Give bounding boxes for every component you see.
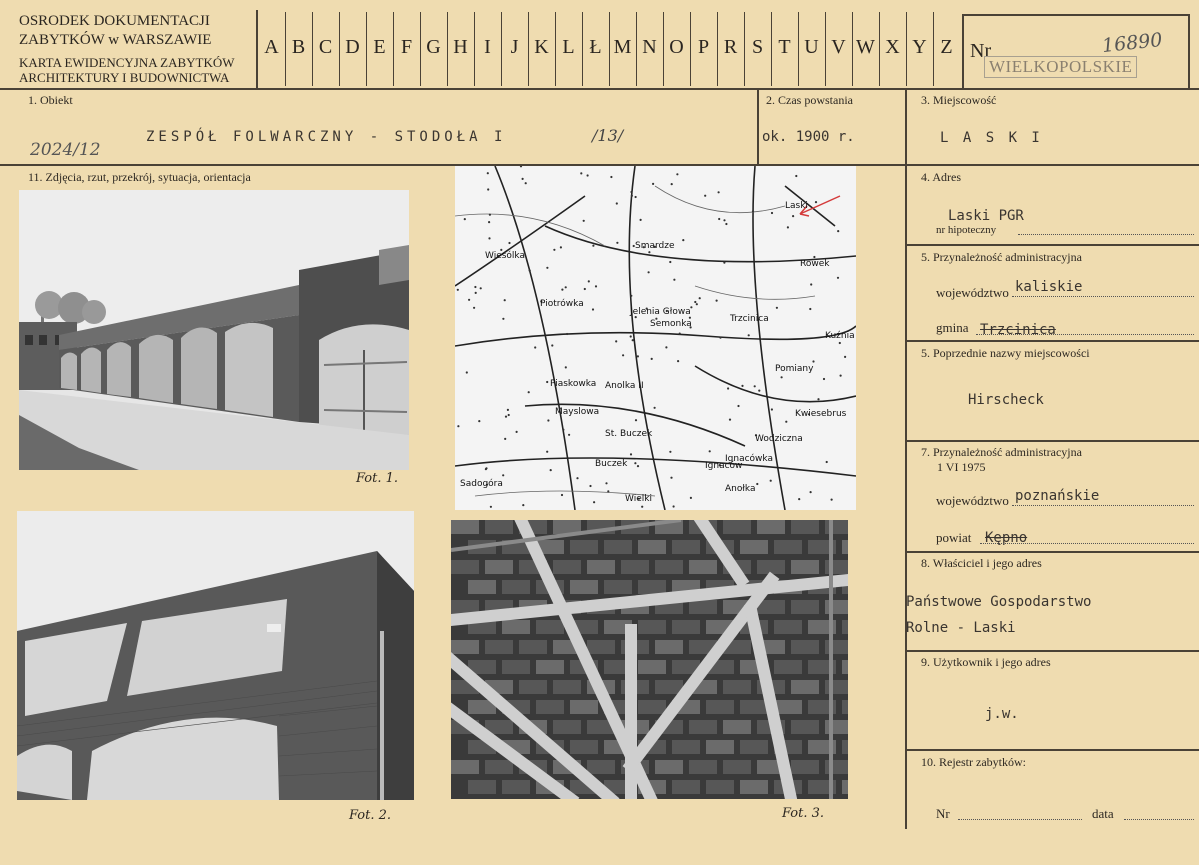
admin1975-label — [921, 445, 1082, 475]
header-divider — [256, 10, 258, 88]
alphabet-separator — [528, 12, 529, 86]
alphabet-letter-g: G — [426, 36, 441, 58]
rejestr-label: 10. Rejestr zabytków: — [921, 755, 1026, 769]
powiat-label: powiat — [936, 530, 972, 545]
alphabet-separator — [690, 12, 691, 86]
map-label: Mayslowa — [555, 407, 600, 417]
alphabet-separator — [636, 12, 637, 86]
institution-line-2: ZABYTKÓW w WARSZAWIE — [19, 32, 212, 48]
wlasciciel-line1: Państwowe Gospodarstwo — [906, 594, 1092, 610]
map-label: Wiesólka — [485, 251, 526, 261]
alphabet-separator — [474, 12, 475, 86]
alphabet-separator — [717, 12, 718, 86]
map-label: Rowek — [800, 259, 830, 269]
miejscowosc-value: L A S K I — [940, 130, 1043, 146]
wojewodztwo1975-label: województwo — [936, 493, 1009, 508]
alphabet-separator — [663, 12, 664, 86]
rejestr-data-dots — [1124, 819, 1194, 820]
uzytkownik-label: 9. Użytkownik i jego adres — [921, 655, 1051, 669]
alphabet-letter-f: F — [400, 36, 413, 58]
admin-label: 5. Przynależność administracyjna — [921, 250, 1082, 264]
alphabet-letter-m: M — [613, 36, 632, 58]
header-bottom-rule — [0, 88, 1199, 90]
obiekt-label: 1. Obiekt — [28, 93, 73, 107]
map-label: Ignaców — [705, 461, 743, 471]
alphabet-separator — [393, 12, 394, 86]
alphabet-letter-w: W — [856, 36, 875, 58]
hipoteczny-dots — [1018, 234, 1194, 235]
institution-name — [19, 12, 211, 50]
wojewodztwo-value: kaliskie — [1015, 279, 1083, 295]
rejestr-data-label: data — [1092, 806, 1114, 821]
map-label: Laski — [785, 201, 808, 211]
map-label: Pomiany — [775, 364, 814, 374]
map-label: Wodziczna — [755, 434, 803, 444]
gmina-value: Trzcinica — [980, 322, 1056, 338]
alphabet-separator — [555, 12, 556, 86]
alphabet-separator — [420, 12, 421, 86]
obiekt-annotation: /13/ — [592, 126, 624, 145]
map-label: Kuźnia — [825, 331, 855, 341]
map-label: St. Buczek — [605, 429, 653, 439]
card-title-line-1: KARTA EWIDENCYJNA ZABYTKÓW — [19, 55, 235, 70]
alphabet-letter-d: D — [345, 36, 360, 58]
location-map — [455, 166, 856, 510]
map-label: Kwiesebrus — [795, 409, 847, 419]
nr-value: 16890 — [1101, 28, 1164, 58]
gmina-dots — [976, 334, 1194, 335]
card-title — [19, 55, 235, 85]
rule-5 — [906, 340, 1199, 342]
map-label: Buczek — [595, 459, 628, 469]
alphabet-letter-h: H — [453, 36, 468, 58]
alphabet-separator — [366, 12, 367, 86]
alphabet-letter-j: J — [510, 36, 519, 58]
divider-right-column — [905, 89, 907, 829]
alphabet-letter-l: L — [562, 36, 575, 58]
rejestr-nr-label: Nr — [936, 806, 950, 821]
photo-brick-gable — [17, 511, 414, 800]
powiat-value: Kępno — [985, 530, 1028, 546]
map-label: Ignacówka — [725, 454, 773, 464]
alphabet-letter-a: A — [264, 36, 279, 58]
admin1975-label-line2: 1 VI 1975 — [937, 460, 986, 474]
czas-label: 2. Czas powstania — [766, 93, 853, 107]
alphabet-letter-s: S — [751, 36, 764, 58]
alphabet-letter-c: C — [318, 36, 333, 58]
photo-roof-structure — [451, 520, 848, 799]
alphabet-letter-v: V — [831, 36, 846, 58]
divider-czas — [757, 89, 759, 165]
alphabet-separator — [879, 12, 880, 86]
hipoteczny-label: nr hipoteczny — [936, 224, 997, 236]
alphabet-separator — [339, 12, 340, 86]
map-label: Wielki — [625, 494, 652, 504]
wojewodztwo-label: województwo — [936, 285, 1009, 300]
fot2-caption: Fot. 2. — [349, 808, 392, 823]
alphabet-separator — [906, 12, 907, 86]
alphabet-separator — [933, 12, 934, 86]
rule-6 — [906, 440, 1199, 442]
alphabet-separator — [609, 12, 610, 86]
alphabet-letter-y: Y — [912, 36, 927, 58]
map-label: Jelenia Głowa — [630, 307, 691, 317]
alphabet-separator — [447, 12, 448, 86]
rule-4 — [906, 244, 1199, 246]
poprzednie-value: Hirscheck — [968, 392, 1044, 408]
alphabet-separator — [285, 12, 286, 86]
map-label: Smardze — [635, 241, 675, 251]
rule-7 — [906, 551, 1199, 553]
uzytkownik-value: j.w. — [985, 706, 1019, 722]
alphabet-letter-z: Z — [940, 36, 953, 58]
rule-9 — [906, 749, 1199, 751]
adres-value: Laski PGR — [948, 208, 1024, 224]
alphabet-separator — [312, 12, 313, 86]
wojewodztwo1975-dots — [1012, 505, 1194, 506]
photo-barn-facade — [19, 190, 409, 470]
alphabet-separator — [771, 12, 772, 86]
wlasciciel-label: 8. Właściciel i jego adres — [921, 556, 1042, 570]
nr-label: Nr — [970, 40, 992, 62]
map-label: Trzcinica — [730, 314, 769, 324]
map-label: Semonka — [650, 319, 692, 329]
alphabet-letter-k: K — [534, 36, 549, 58]
wojewodztwo-dots — [1012, 296, 1194, 297]
map-label: Sadogóra — [460, 479, 503, 489]
zdjecia-label: 11. Zdjęcia, rzut, przekrój, sytuacja, orientacja — [28, 170, 251, 184]
alphabet-separator — [852, 12, 853, 86]
poprzednie-label: 5. Poprzednie nazwy miejscowości — [921, 346, 1090, 360]
nr-box — [962, 14, 1190, 90]
wlasciciel-line2: Rolne - Laski — [906, 620, 1016, 636]
fot1-caption: Fot. 1. — [356, 471, 399, 486]
map-label: Anołka — [725, 484, 756, 494]
adres-label: 4. Adres — [921, 170, 961, 184]
map-label: Anolka II — [605, 381, 644, 391]
alphabet-letter-n: N — [642, 36, 657, 58]
map-label: Piaskowka — [550, 379, 597, 389]
miejscowosc-label: 3. Miejscowość — [921, 93, 997, 107]
fot3-caption: Fot. 3. — [782, 806, 825, 821]
admin1975-label-line1: 7. Przynależność administracyjna — [921, 445, 1082, 459]
region-stamp: WIELKOPOLSKIE — [984, 56, 1137, 78]
card-title-line-2: ARCHITEKTURY I BUDOWNICTWA — [19, 70, 230, 85]
wojewodztwo1975-value: poznańskie — [1015, 488, 1100, 504]
institution-line-1: OSRODEK DOKUMENTACJI — [19, 13, 210, 29]
gmina-label: gmina — [936, 320, 969, 335]
alphabet-letter-r: R — [723, 36, 738, 58]
alphabet-letter-x: X — [885, 36, 900, 58]
obiekt-value: ZESPÓŁ FOLWARCZNY - STODOŁA I — [146, 129, 507, 145]
powiat-dots — [980, 543, 1194, 544]
alphabet-separator — [744, 12, 745, 86]
inventory-note: 2024/12 — [30, 140, 101, 160]
alphabet-separator — [825, 12, 826, 86]
czas-value: ok. 1900 r. — [762, 129, 855, 145]
alphabet-separator — [501, 12, 502, 86]
alphabet-letter-u: U — [804, 36, 819, 58]
alphabet-separator — [798, 12, 799, 86]
alphabet-letter-i: I — [484, 36, 491, 58]
alphabet-letter-o: O — [669, 36, 684, 58]
alphabet-letter-e: E — [373, 36, 386, 58]
alphabet-separator — [582, 12, 583, 86]
rejestr-nr-dots — [958, 819, 1082, 820]
alphabet-letter-b: B — [291, 36, 306, 58]
alphabet-letter-t: T — [778, 36, 791, 58]
alphabet-letter-ł: Ł — [589, 36, 602, 58]
map-label: Piotrówka — [540, 299, 584, 309]
rule-8 — [906, 650, 1199, 652]
alphabet-letter-p: P — [697, 36, 710, 58]
